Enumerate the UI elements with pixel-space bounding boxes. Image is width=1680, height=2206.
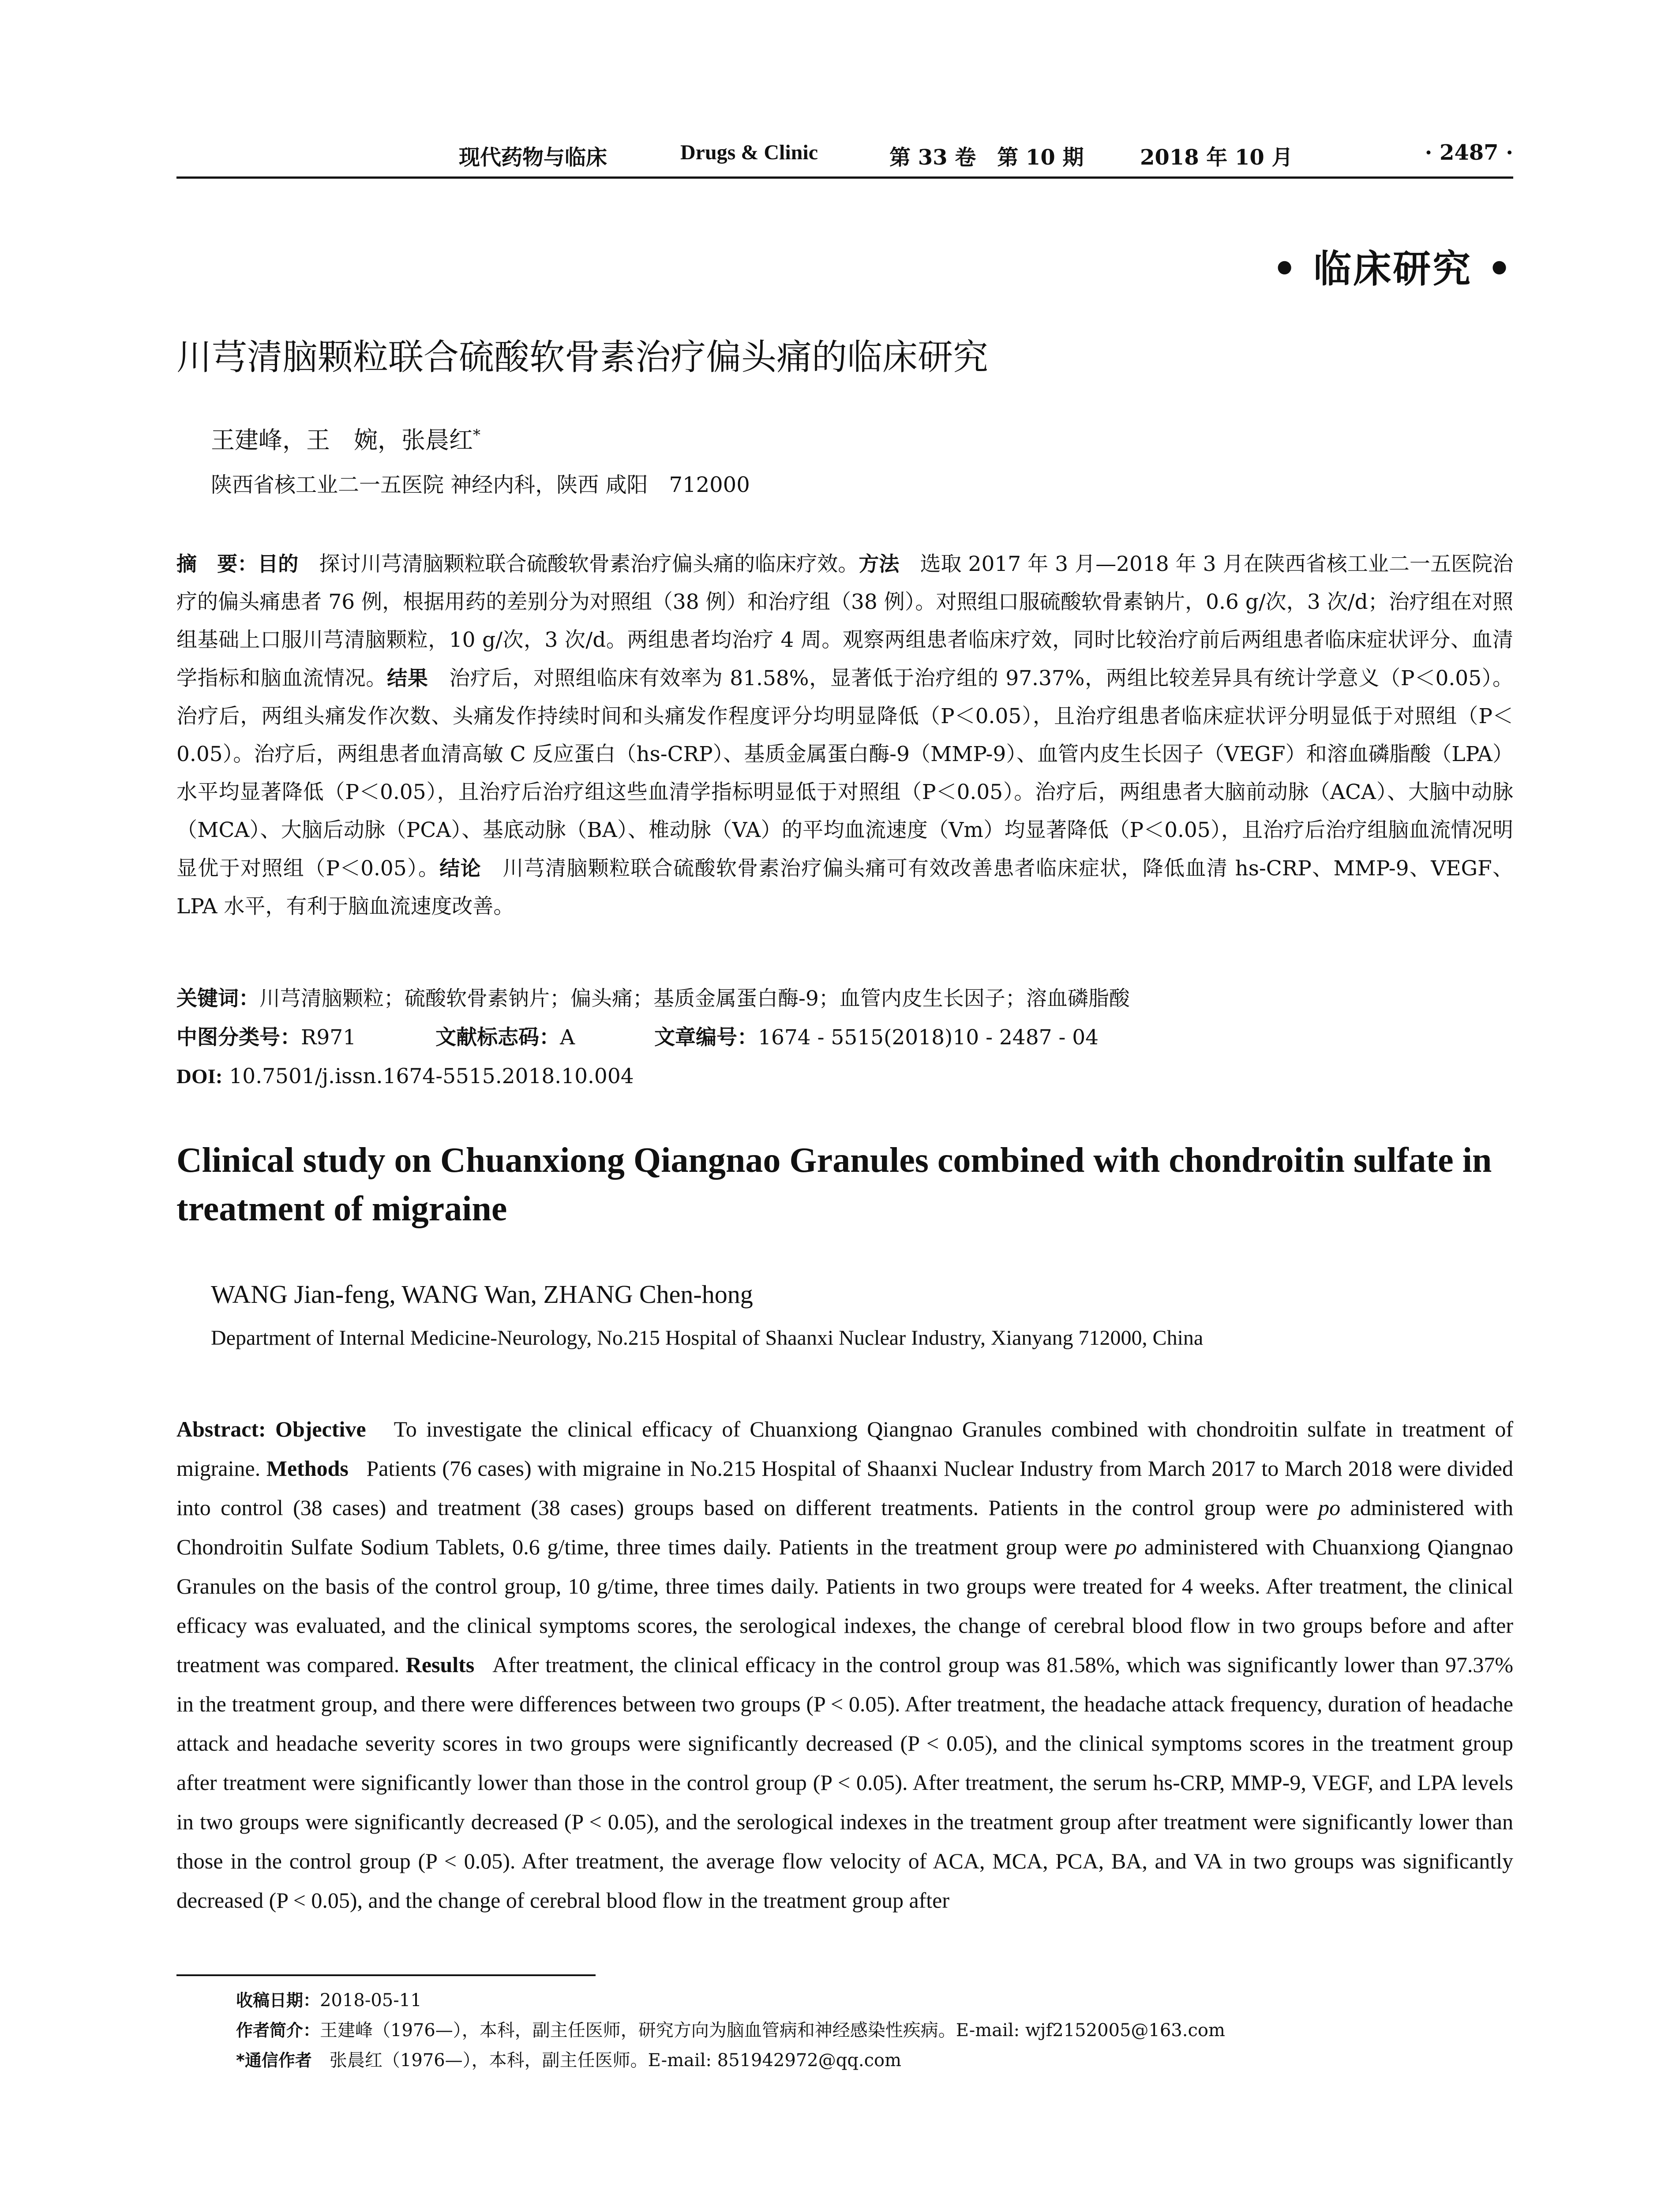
clc-value: R971 xyxy=(301,1025,356,1050)
section-tag: • 临床研究 • xyxy=(1272,247,1513,291)
keywords-row xyxy=(176,979,1513,1018)
methods-text-cn: 选取 2017 年 3 月—2018 年 3 月在陕西省核工业二一五医院治疗的偏头痛患者 76 例，根据用药的差别分为对照组（38 例）和治疗组（38 例）。对照组口服硫酸软骨素钠片，0.6 g/次，3 次/d；治疗组在对照组基础上口服川芎清脑颗粒，10 g/次，3 次/d。两组患者均治疗 4 周。观察两组患者临床疗效，同时比较治疗前后两组患者临床症状评分、血清学指标和脑血流情况。 xyxy=(176,552,1514,690)
affiliation-cn: 陕西省核工业二一五医院 神经内科，陕西 咸阳 712000 xyxy=(211,473,750,497)
methods-text-en-c: administered with Chuanxiong Qiangnao Granules on the basis of the control group, 10 g/time, three times daily. Patients in two groups were treated for 4 weeks. After treatment, the clinical efficacy was evaluated, and the clinical symptoms scores, the serological indexes, the change of cerebral blood flow in two groups before and after treatment was compared. xyxy=(176,1534,1514,1677)
footnote-corresponding xyxy=(236,2045,1515,2075)
methods-text-en-b: administered with Chondroitin Sulfate Sodium Tablets, 0.6 g/time, three times daily. Patients in the treatment group were xyxy=(176,1495,1513,1559)
authors-en: WANG Jian-feng, WANG Wan, ZHANG Chen-hong xyxy=(211,1280,753,1309)
results-label-en: Results xyxy=(405,1652,475,1677)
abstract-en xyxy=(176,1410,1513,1920)
header-rule xyxy=(176,176,1513,179)
corresponding-label: *通信作者 xyxy=(236,2051,312,2070)
objective-text-en: To investigate the clinical efficacy of Chuanxiong Qiangnao Granules combined with chondroitin sulfate in treatment of migraine. xyxy=(176,1417,1513,1481)
clc-label: 中图分类号： xyxy=(176,1025,301,1050)
author-bio: 王建峰（1976—），本科，副主任医师，研究方向为脑血管病和神经感染性疾病。E-mail: wjf2152005@163.com xyxy=(320,2020,1225,2041)
author-bio-label: 作者简介： xyxy=(236,2021,320,2040)
corresponding-bio: 张晨红（1976—），本科，副主任医师。E-mail: 851942972@qq.com xyxy=(329,2050,902,2071)
abstract-en-label: Abstract: Objective xyxy=(176,1417,366,1441)
footnote-rule xyxy=(176,1974,596,1976)
abstract-cn-label: 摘 要： xyxy=(176,552,258,576)
article-number-value: 1674 - 5515(2018)10 - 2487 - 04 xyxy=(758,1025,1099,1050)
keywords-text: 川芎清脑颗粒；硫酸软骨素钠片；偏头痛；基质金属蛋白酶-9；血管内皮生长因子；溶血磷脂酸 xyxy=(259,987,1130,1011)
conclusion-label-cn: 结论 xyxy=(439,856,481,880)
doi-label: DOI: xyxy=(176,1065,223,1088)
article-metadata xyxy=(176,979,1513,1096)
results-label-cn: 结果 xyxy=(387,666,428,690)
running-header xyxy=(176,140,1513,176)
doc-code-value: A xyxy=(560,1025,575,1050)
conclusion-text-cn: 川芎清脑颗粒联合硫酸软骨素治疗偏头痛可有效改善患者临床症状，降低血清 hs-CRP、MMP-9、VEGF、LPA 水平，有利于脑血流速度改善。 xyxy=(176,856,1514,919)
methods-label-en: Methods xyxy=(266,1456,349,1481)
journal-name-cn: 现代药物与临床 xyxy=(459,145,608,170)
footnotes xyxy=(236,1985,1515,2075)
article-title-en: Clinical study on Chuanxiong Qiangnao Granules combined with chondroitin sulfate in treatment of migraine xyxy=(176,1141,1492,1228)
volume-issue: 第 33 卷 第 10 期 xyxy=(889,145,1084,170)
po-abbrev-2: po xyxy=(1114,1534,1137,1559)
methods-label-cn: 方法 xyxy=(859,552,900,576)
objective-label-cn: 目的 xyxy=(258,552,299,576)
footnote-received xyxy=(236,1985,1515,2015)
results-text-cn: 治疗后，对照组临床有效率为 81.58%，显著低于治疗组的 97.37%，两组比较差异具有统计学意义（P＜0.05）。治疗后，两组头痛发作次数、头痛发作持续时间和头痛发作程度评分均明显降低（P＜0.05），且治疗组患者临床症状评分明显低于对照组（P＜0.05）。治疗后，两组患者血清高敏 C 反应蛋白（hs-CRP）、基质金属蛋白酶-9（MMP-9）、血管内皮生长因子（VEGF）和溶血磷脂酸（LPA）水平均显著降低（P＜0.05），且治疗后治疗组这些血清学指标明显低于对照组（P＜0.05）。治疗后，两组患者大脑前动脉（ACA）、大脑中动脉（MCA）、大脑后动脉（PCA）、基底动脉（BA）、椎动脉（VA）的平均血流速度（Vm）均显著降低（P＜0.05），且治疗后治疗组脑血流情况明显优于对照组（P＜0.05）。 xyxy=(176,666,1514,881)
corresponding-mark: * xyxy=(473,426,480,444)
authors-cn-names: 王建峰，王 婉，张晨红 xyxy=(211,426,473,454)
doi-row xyxy=(176,1057,1513,1096)
objective-text-cn: 探讨川芎清脑颗粒联合硫酸软骨素治疗偏头痛的临床疗效。 xyxy=(319,552,859,576)
results-text-en: After treatment, the clinical efficacy in the control group was 81.58%, which was significantly lower than 97.37% in the treatment group, and there were differences between two groups (P < 0.05). After treatment, the headache attack frequency, duration of headache attack and headache severity scores in two groups were significantly decreased (P < 0.05), and the clinical symptoms scores in the treatment group after treatment were significantly lower than those in the control group (P < 0.05). After treatment, the serum hs-CRP, MMP-9, VEGF, and LPA levels in two groups were significantly decreased (P < 0.05), and the serological indexes in the treatment group after treatment were significantly lower than those in the control group (P < 0.05). After treatment, the average flow velocity of ACA, MCA, PCA, BA, and VA in two groups was significantly decreased (P < 0.05), and the change of cerebral blood flow in the treatment group after xyxy=(176,1652,1513,1913)
authors-cn xyxy=(211,421,480,455)
po-abbrev-1: po xyxy=(1318,1495,1341,1520)
doc-code-label: 文献标志码： xyxy=(435,1025,560,1050)
received-date: 2018-05-11 xyxy=(320,1990,422,2011)
methods-text-en-a: Patients (76 cases) with migraine in No.215 Hospital of Shaanxi Nuclear Industry from March 2017 to March 2018 were divided into control (38 cases) and treatment (38 cases) groups based on different treatments. Patients in the control group were xyxy=(176,1456,1513,1520)
classification-row xyxy=(176,1018,1513,1057)
journal-name-en: Drugs & Clinic xyxy=(680,141,818,164)
abstract-cn xyxy=(176,545,1513,926)
footnote-author xyxy=(236,2015,1515,2045)
article-title-cn: 川芎清脑颗粒联合硫酸软骨素治疗偏头痛的临床研究 xyxy=(176,337,988,378)
received-label: 收稿日期： xyxy=(236,1991,320,2010)
article-number-label: 文章编号： xyxy=(654,1025,758,1050)
keywords-label: 关键词： xyxy=(176,987,259,1011)
page-number: · 2487 · xyxy=(1425,140,1513,165)
doi-value: 10.7501/j.issn.1674-5515.2018.10.004 xyxy=(229,1064,634,1088)
issue-date: 2018 年 10 月 xyxy=(1140,145,1293,170)
affiliation-en: Department of Internal Medicine-Neurology, No.215 Hospital of Shaanxi Nuclear Industry, Xianyang 712000, China xyxy=(211,1326,1204,1350)
